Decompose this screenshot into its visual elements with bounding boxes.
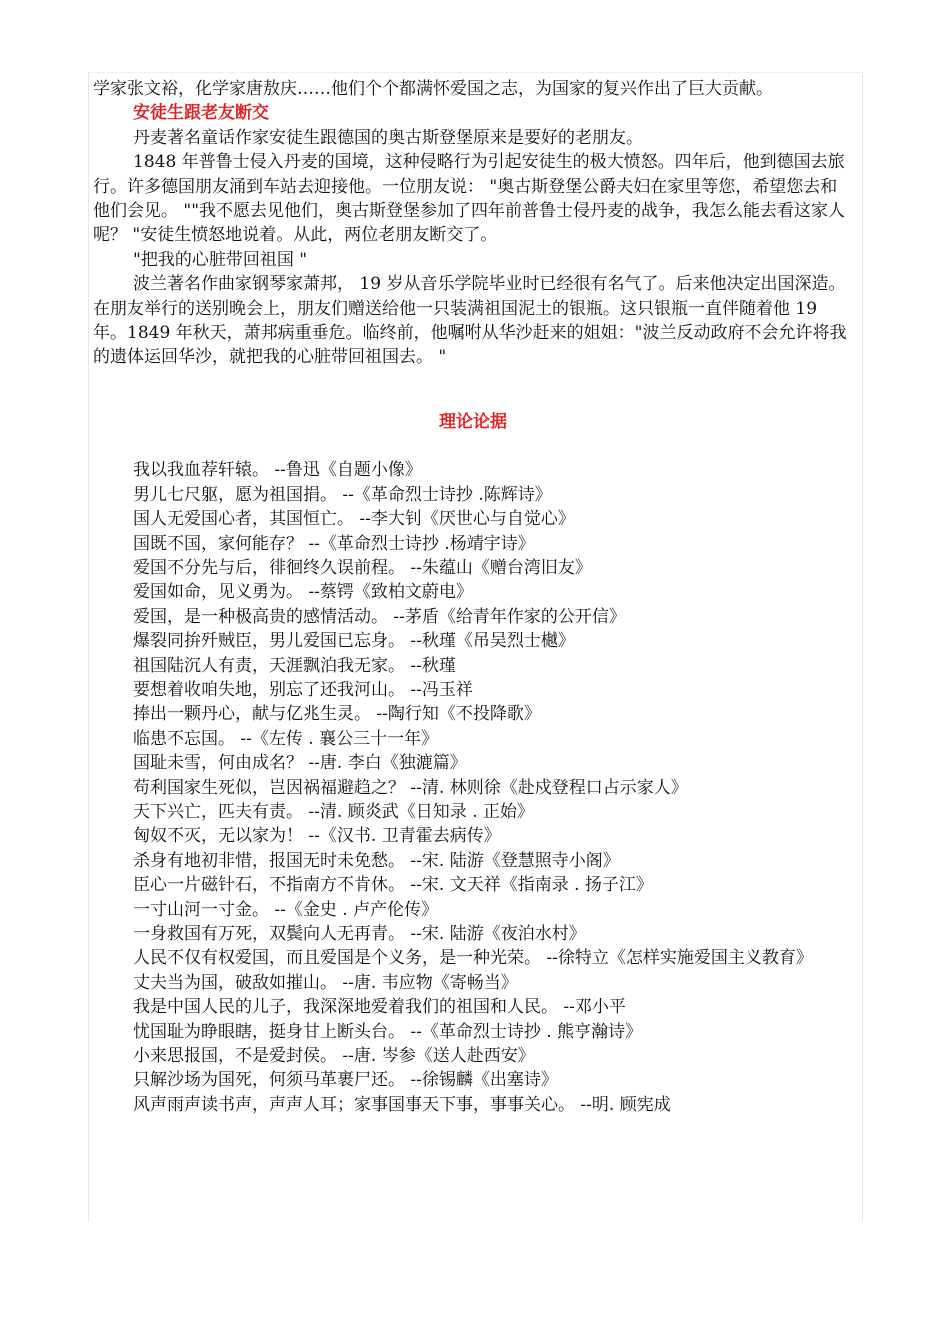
- document-page: [88, 72, 863, 1222]
- quote-item: 一寸山河一寸金。 --《金史 . 卢产伦传》: [133, 899, 439, 920]
- quote-item: 杀身有地初非惜，报国无时未免愁。 --宋. 陆游《登慧照寺小阁》: [133, 850, 620, 871]
- quote-item: 祖国陆沉人有责，天涯飘泊我无家。 --秋瑾: [133, 655, 456, 676]
- quote-item: 国人无爱国心者，其国恒亡。 --李大钊《厌世心与自觉心》: [133, 509, 575, 530]
- quote-item: 忧国耻为睁眼瞎，挺身甘上断头台。 --《革命烈士诗抄 . 熊亨瀚诗》: [133, 1021, 643, 1042]
- quote-item: 男儿七尺躯，愿为祖国捐。 --《革命烈士诗抄 .陈辉诗》: [133, 484, 552, 505]
- intro-continuation: 学家张文裕，化学家唐敖庆……他们个个都满怀爱国之志，为国家的复兴作出了巨大贡献。: [93, 79, 773, 99]
- story1-title: 安徒生跟老友断交: [133, 103, 269, 124]
- quote-item: 爱国如命，见义勇为。 --蔡锷《致柏文蔚电》: [133, 582, 473, 603]
- section-gap: [93, 370, 853, 410]
- document-content: [93, 77, 853, 1117]
- quote-item: 我以我血荐轩辕。 --鲁迅《自题小像》: [133, 460, 422, 481]
- story1-paragraph-2: 1848 年普鲁士侵入丹麦的国境，这种侵略行为引起安徒生的极大愤怒。四年后，他到德国去旅行。许多德国朋友涌到车站去迎接他。一位朋友说： "奥古斯登堡公爵夫妇在家里等您，希望您去和他们会见。 ""我不愿去见他们，奥古斯登堡参加了四年前普鲁士侵丹麦的战争，我怎么能去看这家人呢？ "安徒生愤怒地说着。从此，两位老朋友断交了。: [93, 152, 846, 246]
- quote-item: 匈奴不灭，无以家为！ --《汉书. 卫青霍去病传》: [133, 826, 501, 847]
- quote-item: 国既不国，家何能存？ --《革命烈士诗抄 .杨靖宇诗》: [133, 533, 535, 554]
- quote-item: 国耻未雪，何由成名？ --唐. 李白《独漉篇》: [133, 753, 467, 774]
- quote-item: 风声雨声读书声，声声人耳；家事国事天下事，事事关心。 --明. 顾宪成: [133, 1094, 671, 1115]
- quote-item: 臣心一片磁针石，不指南方不肯休。 --宋. 文天祥《指南录 . 扬子江》: [133, 875, 653, 896]
- quote-item: 只解沙场为国死，何须马革裹尸还。 --徐锡麟《出塞诗》: [133, 1070, 558, 1091]
- quote-item: 天下兴亡，匹夫有责。 --清. 顾炎武《日知录 . 正始》: [133, 801, 534, 822]
- theory-title: 理论论据: [439, 411, 507, 432]
- quote-item: 人民不仅有权爱国，而且爱国是个义务，是一种光荣。 --徐特立《怎样实施爱国主义教育》: [133, 948, 813, 969]
- story2-title: "把我的心脏带回祖国 ": [133, 249, 308, 270]
- quote-item: 爆裂同拚歼贼臣，男儿爱国已忘身。 --秋瑾《吊吴烈士樾》: [133, 631, 575, 652]
- quote-item: 一身救国有万死，双鬓向人无再青。 --宋. 陆游《夜泊水村》: [133, 924, 586, 944]
- quote-item: 临患不忘国。 --《左传 . 襄公三十一年》: [133, 728, 439, 749]
- quote-item: 苟利国家生死似，岂因祸福避趋之？ --清. 林则徐《赴戍登程口占示家人》: [133, 777, 688, 798]
- quote-item: 爱国不分先与后，徘徊终久误前程。 --朱蕴山《赠台湾旧友》: [133, 557, 592, 578]
- quote-item: 我是中国人民的儿子，我深深地爱着我们的祖国和人民。 --邓小平: [133, 997, 626, 1018]
- quote-item: 小来思报国，不是爱封侯。 --唐. 岑参《送人赴西安》: [133, 1046, 535, 1067]
- story2-paragraph: 波兰著名作曲家钢琴家萧邦， 19 岁从音乐学院毕业时已经很有名气了。后来他决定出国深造。在朋友举行的送别晚会上，朋友们赠送给他一只装满祖国泥土的银瓶。这只银瓶一直伴随着他 19 年。1849 年秋天，萧邦病重垂危。临终前，他嘱咐从华沙赶来的姐姐："波兰反动政府不会允许将我的遗体运回华沙，就把我的心脏带回祖国去。 ": [93, 274, 847, 368]
- section-gap-2: [93, 434, 853, 458]
- quote-item: 丈夫当为国，破敌如摧山。 --唐. 韦应物《寄畅当》: [133, 972, 518, 993]
- quote-item: 要想着收咱失地，别忘了还我河山。 --冯玉祥: [133, 679, 473, 700]
- quote-item: 爱国，是一种极高贵的感情活动。 --茅盾《给青年作家的公开信》: [133, 606, 626, 627]
- quote-item: 捧出一颗丹心，献与亿兆生灵。 --陶行知《不投降歌》: [133, 704, 541, 725]
- story1-paragraph-1: 丹麦著名童话作家安徒生跟德国的奥古斯登堡原来是要好的老朋友。: [133, 127, 643, 148]
